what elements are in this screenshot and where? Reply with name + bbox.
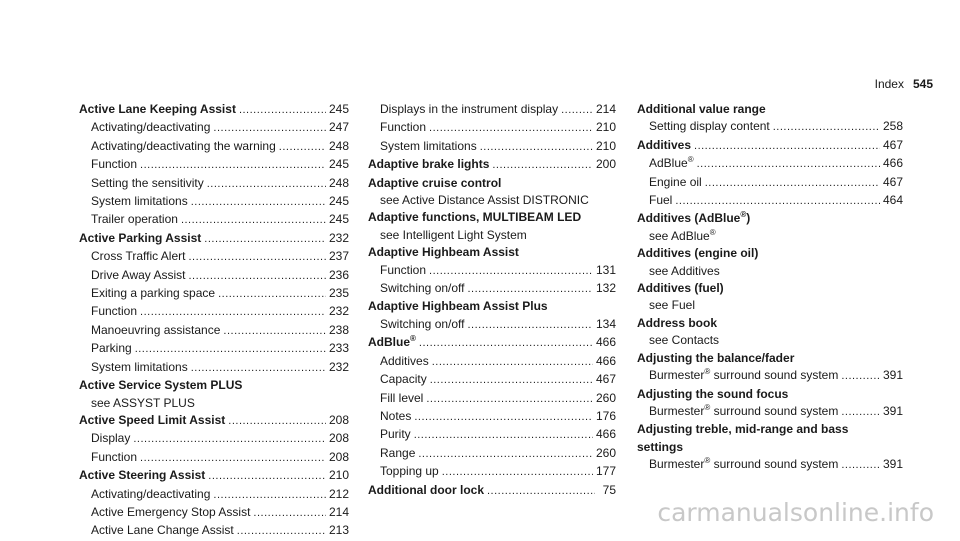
subentry-label: Topping up (380, 464, 439, 479)
index-main-row (637, 421, 903, 438)
see-text[interactable]: see Additives (649, 263, 720, 278)
leader-dots (191, 360, 326, 377)
subentry-label-rest: surround sound system (710, 457, 839, 472)
index-main-row (79, 101, 349, 119)
leader-dots (418, 446, 593, 463)
registered-mark: ® (687, 155, 694, 165)
page-ref[interactable]: 245 (328, 102, 349, 116)
see-reference (637, 297, 903, 314)
page-ref[interactable]: 245 (328, 212, 349, 227)
leader-dots (429, 263, 593, 280)
subentry-label: Switching on/off (380, 281, 465, 296)
page-ref[interactable]: 132 (595, 281, 616, 296)
index-main-row (637, 386, 903, 403)
entry-title-end: ) (746, 211, 751, 226)
subentry-label: Active Lane Change Assist (91, 523, 234, 538)
subentry-label: Switching on/off (380, 316, 465, 331)
index-main-row (79, 377, 349, 394)
index-sub-row (79, 430, 349, 448)
page-ref[interactable]: 237 (328, 249, 349, 264)
subentry-label: System limitations (380, 138, 477, 153)
index-sub-row (79, 285, 349, 303)
index-entry (79, 230, 349, 377)
page-header (875, 77, 933, 91)
leader-dots (442, 464, 593, 481)
index-entry (368, 175, 616, 210)
index-entry (637, 137, 903, 211)
page-ref[interactable]: 247 (328, 120, 349, 135)
subentry-label: Parking (91, 341, 132, 356)
page-ref[interactable]: 467 (595, 372, 616, 387)
leader-dots (430, 372, 593, 389)
leader-dots (773, 119, 880, 136)
entry-title: Adaptive Highbeam Assist (368, 245, 519, 260)
index-sub-row (368, 371, 616, 389)
see-text[interactable]: see Contacts (649, 333, 720, 348)
leader-dots (204, 231, 326, 248)
index-sub-row (368, 101, 616, 119)
page-ref[interactable]: 131 (595, 262, 616, 277)
subentry-label: Active Emergency Stop Assist (91, 504, 251, 519)
index-sub-row (368, 408, 616, 426)
see-text[interactable]: see ASSYST PLUS (91, 395, 195, 410)
page-ref[interactable]: 467 (882, 137, 903, 152)
entry-title (368, 334, 416, 351)
index-sub-row (637, 155, 903, 173)
leader-dots (487, 483, 595, 500)
leader-dots (228, 413, 326, 430)
registered-mark: ® (709, 227, 716, 237)
index-entry (79, 467, 349, 541)
entry-title: Active Speed Limit Assist (79, 412, 226, 427)
subentry-label: Manoeuvring assistance (91, 322, 221, 337)
page-ref[interactable]: 238 (328, 322, 349, 337)
index-sub-row (79, 175, 349, 193)
index-sub-row (79, 119, 349, 137)
leader-dots (213, 487, 326, 504)
entry-title-text: AdBlue (368, 335, 410, 350)
leader-dots (432, 354, 593, 371)
leader-dots (135, 341, 326, 358)
leader-dots (213, 120, 326, 137)
index-sub-row (637, 403, 903, 421)
subentry-label: Cross Traffic Alert (91, 249, 186, 264)
leader-dots (218, 286, 326, 303)
subentry-label: Activating/deactivating (91, 486, 211, 501)
page-ref[interactable]: 258 (882, 119, 903, 134)
index-sub-row (79, 322, 349, 340)
leader-dots (426, 391, 593, 408)
see-reference (79, 395, 349, 412)
page-ref[interactable]: 235 (328, 286, 349, 301)
page-ref[interactable]: 232 (328, 304, 349, 319)
page-ref[interactable]: 232 (328, 230, 349, 245)
leader-dots (253, 505, 326, 522)
index-main-row (637, 350, 903, 367)
page-ref[interactable]: 75 (602, 482, 616, 497)
page-ref[interactable]: 464 (882, 193, 903, 208)
index-sub-row (637, 118, 903, 136)
index-column-2 (368, 101, 616, 500)
index-entry (368, 156, 616, 174)
index-column-1 (79, 101, 349, 541)
index-entry (637, 101, 903, 137)
index-main-row (368, 156, 616, 174)
index-sub-row (79, 138, 349, 156)
entry-title: Additional door lock (368, 482, 484, 497)
entry-title: Active Steering Assist (79, 468, 206, 483)
leader-dots (841, 404, 880, 421)
subentry-label: Fuel (649, 193, 673, 208)
see-reference (637, 263, 903, 280)
subentry-label: System limitations (91, 194, 188, 209)
page-ref[interactable]: 208 (328, 431, 349, 446)
subentry-label: Purity (380, 427, 411, 442)
index-entry (637, 421, 903, 474)
index-sub-row (79, 248, 349, 266)
page-ref[interactable]: 210 (328, 468, 349, 483)
entry-title: Adjusting treble, mid-range and bass (637, 422, 849, 437)
see-reference (637, 228, 903, 245)
page-ref[interactable]: 391 (882, 368, 903, 383)
index-entry (79, 412, 349, 467)
index-sub-row (637, 174, 903, 192)
leader-dots (237, 523, 326, 540)
leader-dots (414, 409, 593, 426)
index-sub-row (637, 192, 903, 210)
index-entry (637, 386, 903, 422)
index-main-row-wrap (637, 439, 903, 456)
index-sub-row (79, 156, 349, 174)
subentry-label: Displays in the instrument display (380, 102, 559, 116)
index-sub-row (79, 211, 349, 229)
index-entry (637, 245, 903, 280)
subentry-label: Additives (380, 353, 429, 368)
index-entry (79, 101, 349, 230)
registered-mark: ® (410, 334, 416, 344)
index-sub-row (368, 138, 616, 156)
page-ref[interactable]: 200 (595, 157, 616, 172)
entry-title: Active Lane Keeping Assist (79, 102, 236, 116)
subentry-label (649, 456, 838, 473)
index-sub-row (368, 262, 616, 280)
leader-dots (429, 120, 593, 137)
index-main-row (637, 101, 903, 118)
page-ref[interactable]: 176 (595, 408, 616, 423)
brand-name: Burmester (649, 403, 705, 418)
index-sub-row (368, 445, 616, 463)
entry-title: Additives (fuel) (637, 281, 724, 296)
entry-title: Adjusting the balance/fader (637, 350, 795, 365)
leader-dots (492, 157, 593, 174)
index-sub-row (79, 486, 349, 504)
watermark-text: carmanualsonline.info (657, 498, 934, 527)
index-main-row (79, 230, 349, 248)
index-sub-row (79, 303, 349, 321)
page-ref[interactable]: 467 (882, 174, 903, 189)
leader-dots (223, 323, 326, 340)
page-ref[interactable]: 245 (328, 194, 349, 209)
index-entry (368, 244, 616, 298)
index-sub-row (368, 316, 616, 334)
leader-dots (239, 102, 326, 119)
page-ref[interactable]: 134 (595, 316, 616, 331)
leader-dots (188, 249, 325, 266)
page-ref[interactable]: 245 (328, 157, 349, 172)
entry-title (637, 210, 750, 227)
leader-dots (279, 139, 326, 156)
entry-title-text: Additives (AdBlue (637, 211, 741, 226)
subentry-label: System limitations (91, 359, 188, 374)
subentry-label-rest: surround sound system (710, 403, 839, 418)
page-ref[interactable]: 210 (595, 120, 616, 135)
registered-mark: ® (704, 367, 711, 377)
see-reference (368, 192, 616, 209)
leader-dots (414, 427, 593, 444)
see-text[interactable]: see Intelligent Light System (380, 227, 527, 242)
index-entry (637, 315, 903, 350)
subentry-label: Capacity (380, 372, 427, 387)
index-main-row (637, 137, 903, 155)
index-main-row (79, 467, 349, 485)
page-ref[interactable]: 232 (328, 359, 349, 374)
see-text[interactable]: see Fuel (649, 298, 696, 313)
page-ref[interactable]: 466 (882, 156, 903, 171)
page-ref[interactable]: 214 (595, 102, 616, 116)
leader-dots (705, 175, 880, 192)
page-ref[interactable]: 233 (328, 341, 349, 356)
leader-dots (697, 156, 880, 173)
subentry-label: Exiting a parking space (91, 286, 216, 301)
index-entry (368, 298, 616, 334)
leader-dots (181, 212, 326, 229)
entry-title: Additives (637, 137, 692, 152)
subentry-label: Function (380, 262, 427, 277)
subentry-label: Display (91, 431, 131, 446)
registered-mark: ® (704, 402, 711, 412)
leader-dots (561, 102, 593, 119)
page-ref[interactable]: 208 (328, 412, 349, 427)
entry-title: Active Service System PLUS (79, 378, 243, 393)
index-sub-row (79, 267, 349, 285)
page-ref[interactable]: 466 (595, 427, 616, 442)
section-title: Index (874, 77, 904, 91)
page-ref[interactable]: 391 (882, 403, 903, 418)
page-ref[interactable]: 177 (595, 464, 616, 479)
index-sub-row (368, 390, 616, 408)
index-entry (368, 482, 616, 500)
subentry-label: Engine oil (649, 174, 702, 189)
subentry-label: Trailer operation (91, 212, 178, 227)
page-ref[interactable]: 210 (595, 138, 616, 153)
subentry-label: Notes (380, 408, 412, 423)
index-sub-row (79, 449, 349, 467)
index-main-row (79, 412, 349, 430)
index-main-row (637, 245, 903, 262)
index-entry (637, 280, 903, 315)
index-sub-row (637, 367, 903, 385)
subentry-label: Setting the sensitivity (91, 175, 204, 190)
index-column-3 (637, 101, 903, 475)
page-ref[interactable]: 213 (328, 523, 349, 538)
index-entry (637, 350, 903, 386)
entry-title: Additives (engine oil) (637, 246, 759, 261)
subentry-label: Drive Away Assist (91, 267, 186, 282)
index-sub-row (637, 456, 903, 474)
subentry-label (649, 367, 838, 384)
index-main-row (368, 209, 616, 226)
see-reference (637, 332, 903, 349)
index-entry (368, 334, 616, 481)
leader-dots (140, 450, 326, 467)
index-entry-continued (368, 101, 616, 156)
subentry-label: Function (91, 449, 138, 464)
entry-title: Adaptive brake lights (368, 157, 490, 172)
registered-mark: ® (740, 210, 747, 220)
leader-dots (207, 176, 326, 193)
index-main-row (637, 210, 903, 227)
brand-name: Burmester (649, 368, 705, 383)
index-sub-row (368, 463, 616, 481)
subentry-label: Function (380, 120, 427, 135)
index-sub-row (368, 119, 616, 137)
subentry-label: Function (91, 157, 138, 172)
index-sub-row (79, 340, 349, 358)
leader-dots (841, 457, 880, 474)
page-ref[interactable]: 260 (595, 445, 616, 460)
page-ref[interactable]: 208 (328, 449, 349, 464)
index-main-row (368, 175, 616, 192)
index-main-row (368, 244, 616, 261)
index-main-row (637, 315, 903, 332)
entry-title: Adaptive cruise control (368, 175, 502, 190)
leader-dots (468, 317, 593, 334)
page-ref[interactable]: 248 (328, 138, 349, 153)
leader-dots (133, 431, 326, 448)
index-sub-row (79, 504, 349, 522)
index-main-row (368, 482, 616, 500)
page-ref[interactable]: 236 (328, 267, 349, 282)
index-main-row (637, 280, 903, 297)
page-ref[interactable]: 212 (328, 486, 349, 501)
leader-dots (841, 368, 880, 385)
index-main-row (368, 298, 616, 315)
page-number: 545 (912, 77, 933, 91)
index-entry (368, 209, 616, 244)
subentry-label: Activating/deactivating (91, 120, 211, 135)
index-sub-row (368, 426, 616, 444)
leader-dots (419, 335, 593, 352)
page-ref[interactable]: 391 (882, 457, 903, 472)
subentry-label (649, 155, 694, 172)
leader-dots (188, 268, 325, 285)
page-ref[interactable]: 248 (328, 175, 349, 190)
leader-dots (191, 194, 326, 211)
brand-name: Burmester (649, 457, 705, 472)
subentry-label-rest: surround sound system (710, 368, 839, 383)
index-main-row (368, 334, 616, 352)
index-entry (79, 377, 349, 412)
entry-title: Adaptive functions, MULTIBEAM LED (368, 210, 582, 225)
see-text[interactable] (649, 228, 716, 245)
leader-dots (468, 281, 593, 298)
see-reference (368, 227, 616, 244)
index-sub-row (79, 522, 349, 540)
entry-title-continued: settings (637, 439, 684, 454)
subentry-label: Setting display content (649, 119, 770, 134)
leader-dots (140, 304, 326, 321)
entry-title: Adaptive Highbeam Assist Plus (368, 299, 548, 314)
leader-dots (480, 139, 593, 156)
index-entry (637, 210, 903, 245)
index-sub-row (368, 280, 616, 298)
entry-title: Address book (637, 315, 718, 330)
leader-dots (140, 157, 326, 174)
leader-dots (675, 193, 880, 210)
entry-title: Adjusting the sound focus (637, 386, 789, 401)
index-sub-row (79, 193, 349, 211)
entry-title: Additional value range (637, 102, 766, 116)
page-ref[interactable]: 260 (595, 390, 616, 405)
leader-dots (694, 138, 880, 155)
entry-title: Active Parking Assist (79, 230, 202, 245)
subentry-label: Activating/deactivating the warning (91, 138, 276, 153)
subentry-label (649, 403, 838, 420)
index-sub-row (79, 359, 349, 377)
see-text[interactable]: see Active Distance Assist DISTRONIC (380, 193, 589, 208)
subentry-label: Fill level (380, 390, 424, 405)
registered-mark: ® (704, 456, 711, 466)
index-sub-row (368, 353, 616, 371)
page-ref[interactable]: 466 (595, 353, 616, 368)
subentry-label-text: AdBlue (649, 156, 688, 171)
page-ref[interactable]: 466 (595, 335, 616, 350)
subentry-label: Range (380, 445, 416, 460)
page-ref[interactable]: 214 (328, 504, 349, 519)
subentry-label: Function (91, 304, 138, 319)
see-text-main: see AdBlue (649, 228, 710, 243)
leader-dots (208, 468, 326, 485)
